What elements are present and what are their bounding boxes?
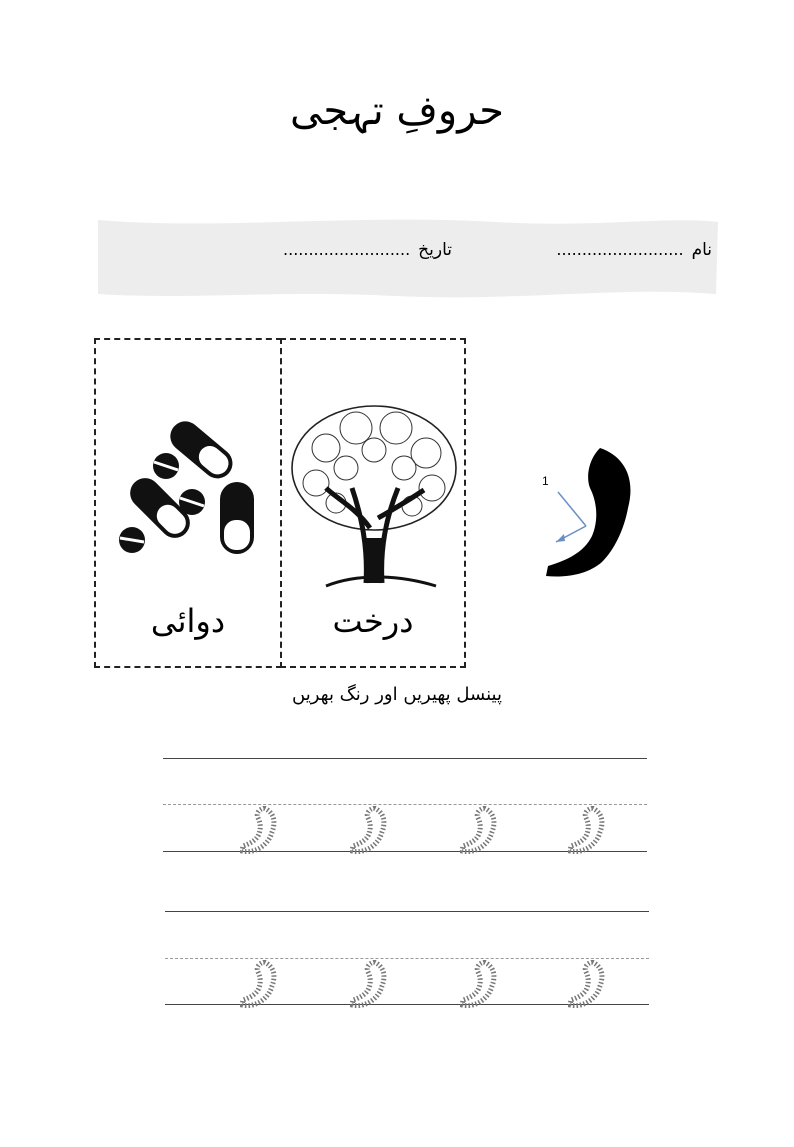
name-date-banner: [96, 212, 720, 302]
tracing-letter[interactable]: [240, 960, 280, 1012]
page-title: حروفِ تہجی: [289, 88, 505, 134]
tracing-letter[interactable]: [460, 806, 500, 858]
card-tree: [280, 338, 466, 668]
tracing-letter[interactable]: [350, 960, 390, 1012]
date-label: تاریخ: [418, 240, 452, 260]
name-label: نام: [691, 240, 712, 260]
letter-stroke-guide: [528, 438, 648, 588]
tracing-letter[interactable]: [460, 960, 500, 1012]
stroke-number: 1: [542, 474, 549, 488]
letter-dal-icon: [528, 438, 648, 588]
card-word-medicine: دوائی: [150, 602, 226, 640]
tracing-letter[interactable]: [240, 806, 280, 858]
name-dots: .........................: [556, 240, 684, 259]
date-field[interactable]: [283, 240, 452, 260]
tracing-top-line: [165, 911, 649, 912]
tracing-top-line: [163, 758, 647, 759]
tracing-mid-line: [163, 804, 647, 805]
instruction-text: پینسل پھیریں اور رنگ بھریں: [292, 684, 502, 705]
tracing-mid-line: [165, 958, 649, 959]
card-word-tree: درخت: [332, 602, 414, 640]
card-medicine: [94, 338, 282, 668]
tracing-letter[interactable]: [568, 806, 608, 858]
date-dots: .........................: [283, 240, 411, 259]
pills-icon: [110, 410, 270, 560]
tracing-letter[interactable]: [568, 960, 608, 1012]
tracing-letter[interactable]: [350, 806, 390, 858]
tree-icon: [286, 398, 462, 588]
name-field[interactable]: [556, 240, 712, 260]
